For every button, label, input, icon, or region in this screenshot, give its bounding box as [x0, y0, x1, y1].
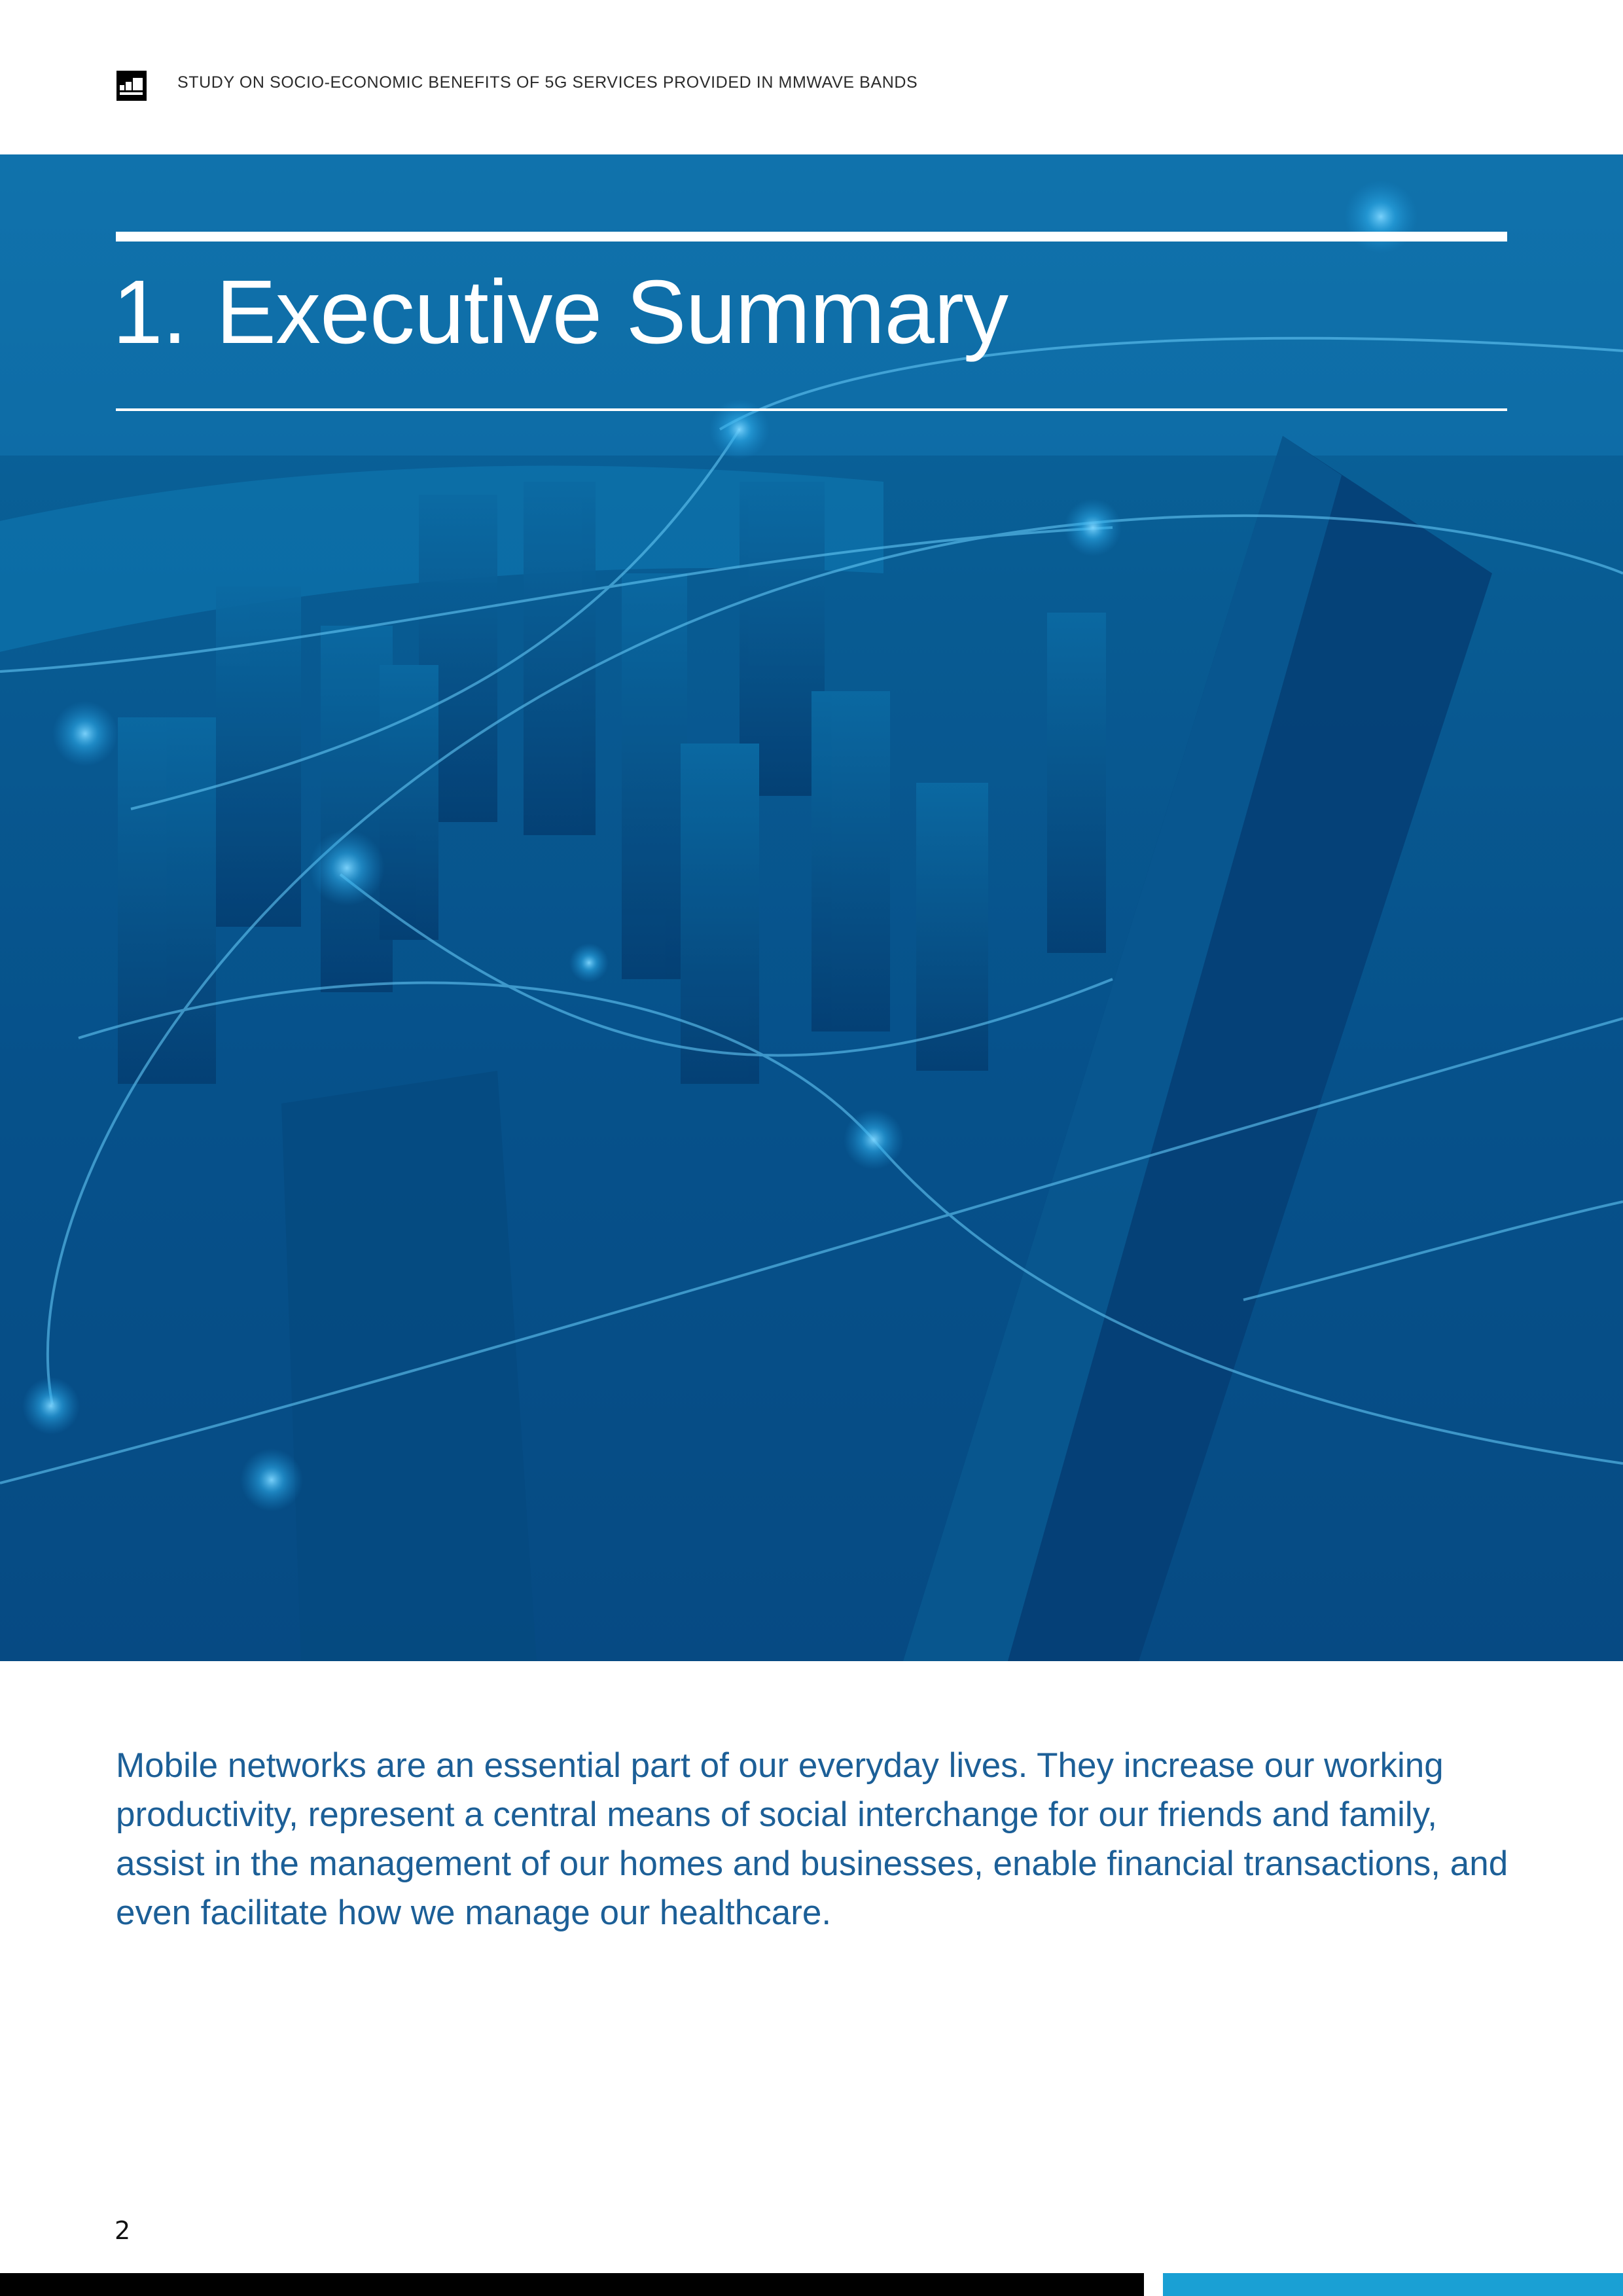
section-number: 1. [113, 262, 187, 363]
running-title: STUDY ON SOCIO-ECONOMIC BENEFITS OF 5G SERVICES PROVIDED IN MMWAVE BANDS [177, 73, 918, 92]
footer-bar-left [0, 2273, 1144, 2296]
gsma-logo-icon [116, 71, 147, 101]
section-title: Executive Summary [216, 262, 1008, 363]
page-header [0, 0, 1623, 154]
title-rule-bottom [116, 408, 1507, 411]
footer-bar-right [1163, 2273, 1623, 2296]
intro-paragraph: Mobile networks are an essential part of our everyday lives. They increase our working productivity, represent a central means of social interchange for our friends and family, assist in the management of our homes and businesses, enable financial transactions, and even facilitate how we manage our healthcare. [116, 1746, 1508, 1932]
section-heading [113, 262, 1008, 363]
hero-banner [0, 154, 1623, 1661]
aerial-city-network-image [0, 154, 1623, 1661]
page-number: 2 [115, 2216, 131, 2245]
title-rule-top [116, 232, 1507, 242]
